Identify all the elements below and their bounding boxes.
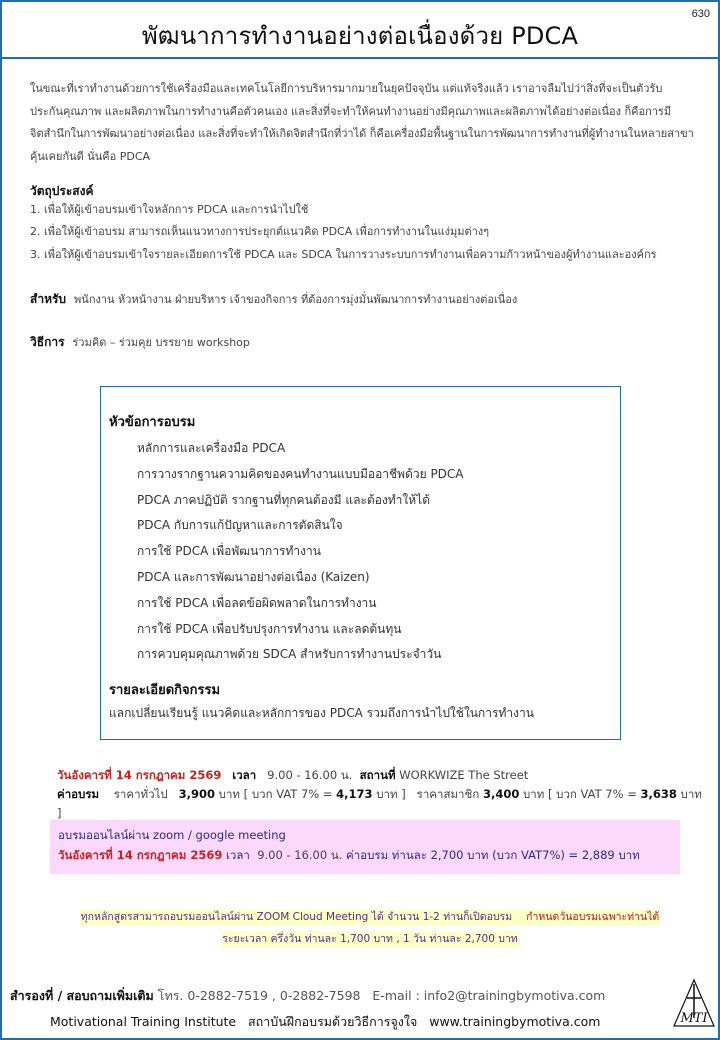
schedule-date-row (57, 766, 707, 785)
topics-box (100, 386, 621, 740)
vat-close: บาท ] (376, 787, 406, 801)
online-time-label: เวลา (225, 848, 250, 862)
website-link[interactable]: www.trainingbymotiva.com (429, 1014, 601, 1029)
currency: บาท (523, 787, 545, 801)
topic-item: การใช้ PDCA เพื่อพัฒนาการทำงาน (137, 544, 321, 559)
page-title: พัฒนาการทำงานอย่างต่อเนื่องด้วย PDCA (141, 22, 579, 50)
svg-text:MTI: MTI (680, 1011, 708, 1026)
objective-item: 2. เพื่อให้ผู้เข้าอบรม สามารถเห็นแนวทางการประยุกต์แนวคิด PDCA เพื่อการทำงานในแง่มุมต่างๆ (30, 225, 490, 238)
time-value: 9.00 - 16.00 น. (267, 768, 353, 782)
contact-label: สำรองที่ / สอบถามเพิ่มเติม (10, 988, 154, 1003)
footer (2, 986, 718, 1036)
mti-logo-icon (672, 978, 716, 1028)
method-row (30, 333, 694, 352)
audience-value: พนักงาน หัวหน้างาน ฝ่ายบริหาร เจ้าของกิจการ ที่ต้องการมุ่งมั่นพัฒนาการทำงานอย่างต่อเนื่อง (74, 293, 518, 306)
note-highlight: กำหนดวันอบรมเฉพาะท่านได้ (526, 911, 660, 923)
general-price-label: ราคาทั่วไป (113, 787, 168, 801)
topic-item: การวางรากฐานความคิดของคนทำงานแบบมืออาชีพด้วย PDCA (137, 466, 464, 481)
topic-item: PDCA ภาคปฏิบัติ รากฐานที่ทุกคนต้องมี และต้องทำให้ได้ (137, 492, 431, 507)
online-note (58, 906, 682, 950)
online-training-box (50, 820, 680, 874)
online-time: 9.00 - 16.00 น. (257, 848, 343, 862)
online-details-row (58, 845, 680, 865)
fee-label: ค่าอบรม (57, 787, 100, 801)
topics-heading: หัวข้อการอบรม (109, 415, 196, 430)
objective-item: 1. เพื่อให้ผู้เข้าอบรมเข้าใจหลักการ PDCA และการนำไปใช้ (30, 203, 309, 216)
time-label: เวลา (232, 768, 257, 782)
topic-item: หลักการและเครื่องมือ PDCA (137, 441, 286, 455)
schedule-date: วันอังคารที่ 14 กรกฎาคม 2569 (57, 768, 222, 782)
note-line-1 (58, 906, 682, 928)
online-fee: ค่าอบรม ท่านละ 2,700 บาท (บวก VAT7%) = 2,889 บาท (346, 848, 640, 862)
contact-row (10, 986, 605, 1006)
objective-item: 3. เพื่อให้ผู้เข้าอบรมเข้าใจรายละเอียดการใช้ PDCA และ SDCA ในการวางระบบการทำงานเพื่อความก้าวหน้าของผู้ทำงานและองค์กร (30, 248, 657, 261)
vat-open: [ บวก VAT 7% = (548, 787, 637, 801)
topic-item: การใช้ PDCA เพื่อปรับปรุงการทำงาน และลดต้นทุน (137, 621, 402, 636)
audience-label: สำหรับ (30, 292, 67, 306)
email-link[interactable]: E-mail : info2@trainingbymotiva.com (372, 988, 606, 1003)
topic-item: การใช้ PDCA เพื่อลดข้อผิดพลาดในการทำงาน (137, 595, 377, 610)
topic-item: PDCA และการพัฒนาอย่างต่อเนื่อง (Kaizen) (137, 569, 370, 584)
institute-row (50, 1012, 600, 1032)
phone-numbers: โทร. 0-2882-7519 , 0-2882-7598 (157, 988, 361, 1003)
vat-open: [ บวก VAT 7% = (243, 787, 333, 801)
main-content (30, 78, 694, 352)
currency: บาท (218, 787, 241, 801)
venue-value: WORKWIZE The Street (399, 768, 529, 782)
online-heading: อบรมออนไลน์ผ่าน zoom / google meeting (58, 828, 286, 842)
institute-name-th: สถาบันฝึกอบรมด้วยวิธีการจูงใจ (248, 1014, 418, 1029)
general-price: 3,900 (178, 787, 216, 801)
header (2, 2, 718, 59)
objectives-heading: วัตถุประสงค์ (30, 184, 94, 198)
institute-name-en: Motivational Training Institute (50, 1014, 237, 1029)
activity-heading: รายละเอียดกิจกรรม (109, 683, 221, 699)
general-vat-price: 4,173 (336, 787, 373, 801)
schedule-section (57, 766, 707, 823)
method-label: วิธีการ (30, 335, 65, 349)
objectives-list (30, 200, 694, 266)
audience-row (30, 290, 694, 309)
activity-text: แลกเปลี่ยนเรียนรู้ แนวคิดและหลักการของ PDCA รวมถึงการนำไปใช้ในการทำงาน (109, 706, 534, 721)
topic-item: PDCA กับการแก้ปัญหาและการตัดสินใจ (137, 518, 343, 533)
method-value: ร่วมคิด – ร่วมคุย บรรยาย workshop (72, 336, 250, 349)
course-code: 630 (691, 8, 710, 20)
online-date: วันอังคารที่ 14 กรกฎาคม 2569 (58, 848, 223, 862)
vat-close: บาท ] (57, 787, 702, 820)
member-price-label: ราคาสมาชิก (416, 787, 480, 801)
venue-label: สถานที่ (359, 768, 396, 782)
topic-item: การควบคุมคุณภาพด้วย SDCA สำหรับการทำงานประจำวัน (137, 647, 442, 662)
intro-paragraph: ในขณะที่เราทำงานด้วยการใช้เครื่องมือและเทคโนโลยีการบริหารมากมายในยุคปัจจุบัน แต่แท้จริงแล้ว เราอาจลืมไปว่าสิ่งที่จะเป็นตัวรับประกันคุณภาพ และผลิตภาพในการทำงานคือตัวคนเอง และสิ่งที่จะทำให้คนทำงานอย่างมีคุณภาพและผลิตภาพได้อย่างต่อเนื่อง ก็คือการมีจิตสำนึกในการพัฒนาอย่างต่อเนื่อง และสิ่งที่จะทำให้เกิดจิตสำนึกที่ว่าได้ ก็คือเครื่องมือพื้นฐานในการพัฒนาการทำงานที่ผู้ทำงานในหลายสาขาคุ้นเคยกันดี นั่นคือ PDCA (30, 82, 694, 163)
schedule-fee-row (57, 785, 707, 823)
note-text: ทุกหลักสูตรสามารถอบรมออนไลน์ผ่าน ZOOM Cloud Meeting ได้ จำนวน 1-2 ท่านก็เปิดอบรม (80, 911, 513, 923)
member-price: 3,400 (482, 787, 520, 801)
note-line-2 (58, 928, 682, 950)
member-vat-price: 3,638 (640, 787, 677, 801)
note-pricing: ระยะเวลา ครึ่งวัน ท่านละ 1,700 บาท , 1 วัน ท่านละ 2,700 บาท (222, 933, 518, 945)
